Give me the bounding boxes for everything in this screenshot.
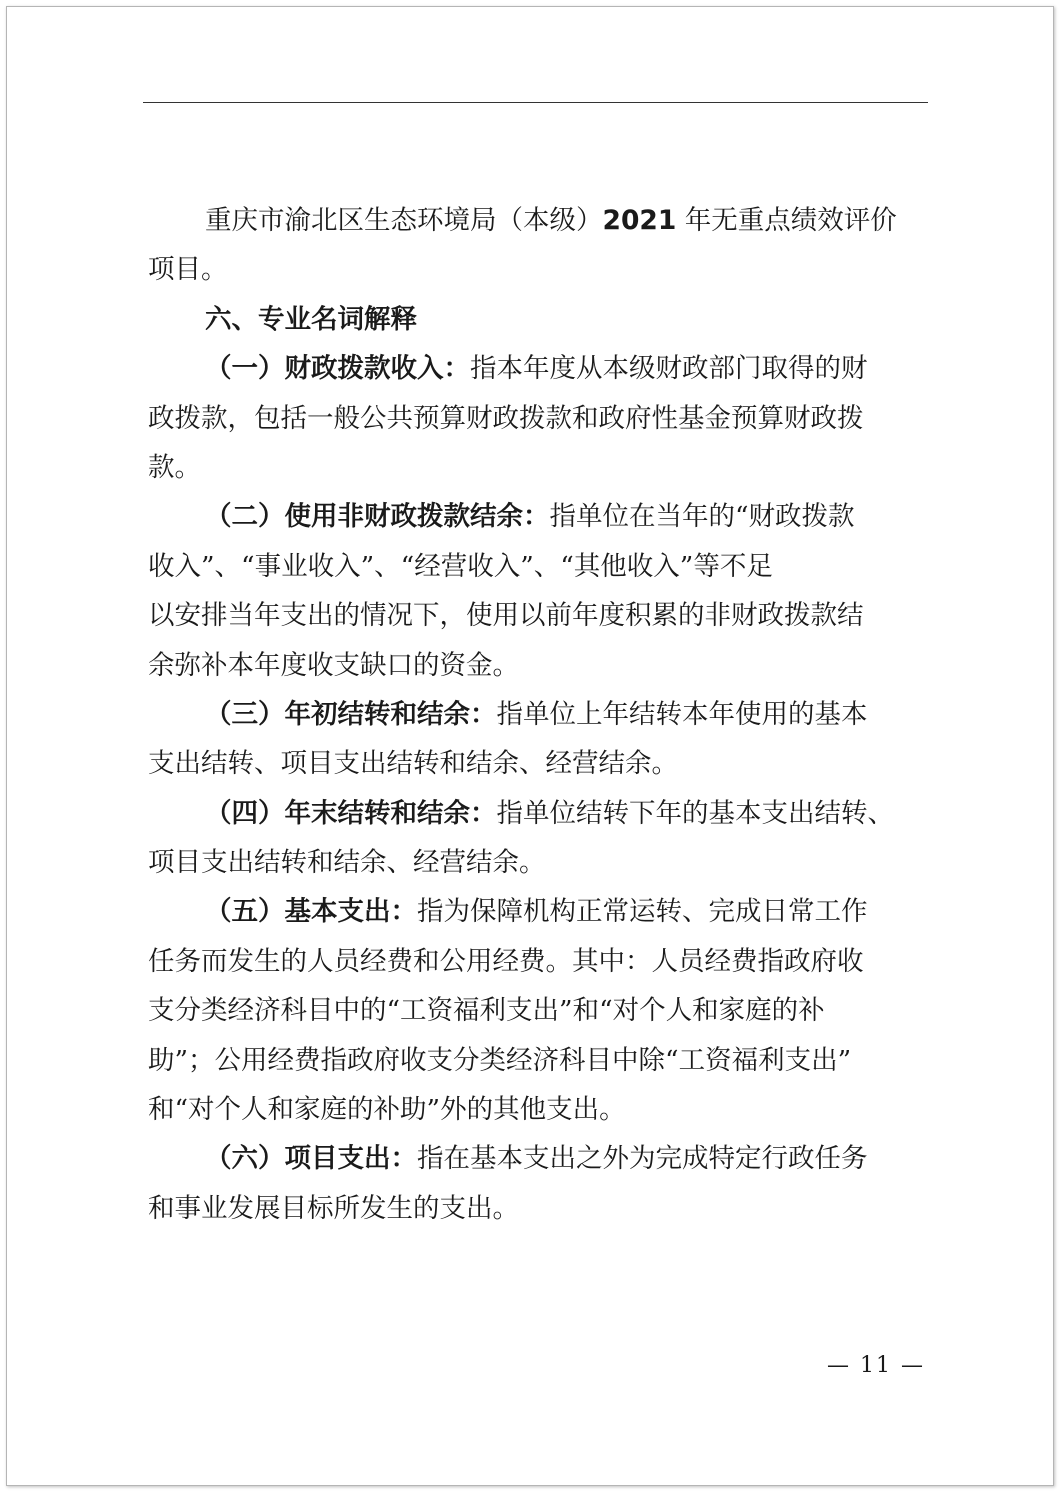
definition-text-line: 收入”、“事业收入”、“经营收入”、“其他收入”等不足 (148, 550, 773, 582)
section-title: 六、专业名词解释 (205, 303, 417, 335)
definition-item-6 (148, 1134, 908, 1183)
intro-line-2: 项目。 (148, 254, 228, 286)
definition-text-line: 项目支出结转和结余、经营结余。 (148, 847, 546, 879)
intro-line-1: 重庆市渝北区生态环境局（本级）2021 年无重点绩效评价 (205, 205, 897, 236)
definition-text: 指在基本支出之外为完成特定行政任务 (417, 1143, 868, 1175)
definition-text-line: 以安排当年支出的情况下，使用以前年度积累的非财政拨款结 (148, 600, 864, 632)
definition-item-3 (148, 690, 908, 739)
definition-item-5 (148, 887, 908, 936)
definition-text-line: 和事业发展目标所发生的支出。 (148, 1192, 519, 1224)
definition-list (148, 344, 908, 1233)
definition-text: 指单位上年结转本年使用的基本 (496, 698, 868, 730)
definition-term: （一）财政拨款收入： (205, 353, 470, 385)
page-number: — 11 — (827, 1353, 925, 1378)
document-body (148, 196, 908, 1233)
definition-text: 指单位结转下年的基本支出结转、 (496, 797, 894, 829)
definition-text: 指本年度从本级财政部门取得的财 (470, 353, 868, 385)
definition-text: 指单位在当年的“财政拨款 (549, 501, 855, 533)
definition-term: （四）年末结转和结余： (205, 797, 497, 829)
definition-item-4 (148, 789, 908, 838)
definition-term: （五）基本支出： (205, 896, 417, 928)
definition-text-line: 和“对个人和家庭的补助”外的其他支出。 (148, 1094, 626, 1126)
definition-term: （三）年初结转和结余： (205, 698, 497, 730)
definition-text-line: 余弥补本年度收支缺口的资金。 (148, 649, 519, 681)
definition-item-2 (148, 492, 908, 541)
definition-text-line: 任务而发生的人员经费和公用经费。其中：人员经费指政府收 (148, 945, 864, 977)
definition-text-line: 款。 (148, 451, 201, 483)
definition-text-line: 助”；公用经费指政府收支分类经济科目中除“工资福利支出” (148, 1044, 852, 1076)
definition-text-line: 支出结转、项目支出结转和结余、经营结余。 (148, 748, 678, 780)
definition-term: （二）使用非财政拨款结余： (205, 501, 550, 533)
definition-text: 指为保障机构正常运转、完成日常工作 (417, 896, 868, 928)
header-rule (143, 102, 928, 103)
definition-term: （六）项目支出： (205, 1143, 417, 1175)
definition-item-1 (148, 344, 908, 393)
definition-text-line: 政拨款，包括一般公共预算财政拨款和政府性基金预算财政拨 (148, 402, 864, 434)
definition-text-line: 支分类经济科目中的“工资福利支出”和“对个人和家庭的补 (148, 995, 825, 1027)
